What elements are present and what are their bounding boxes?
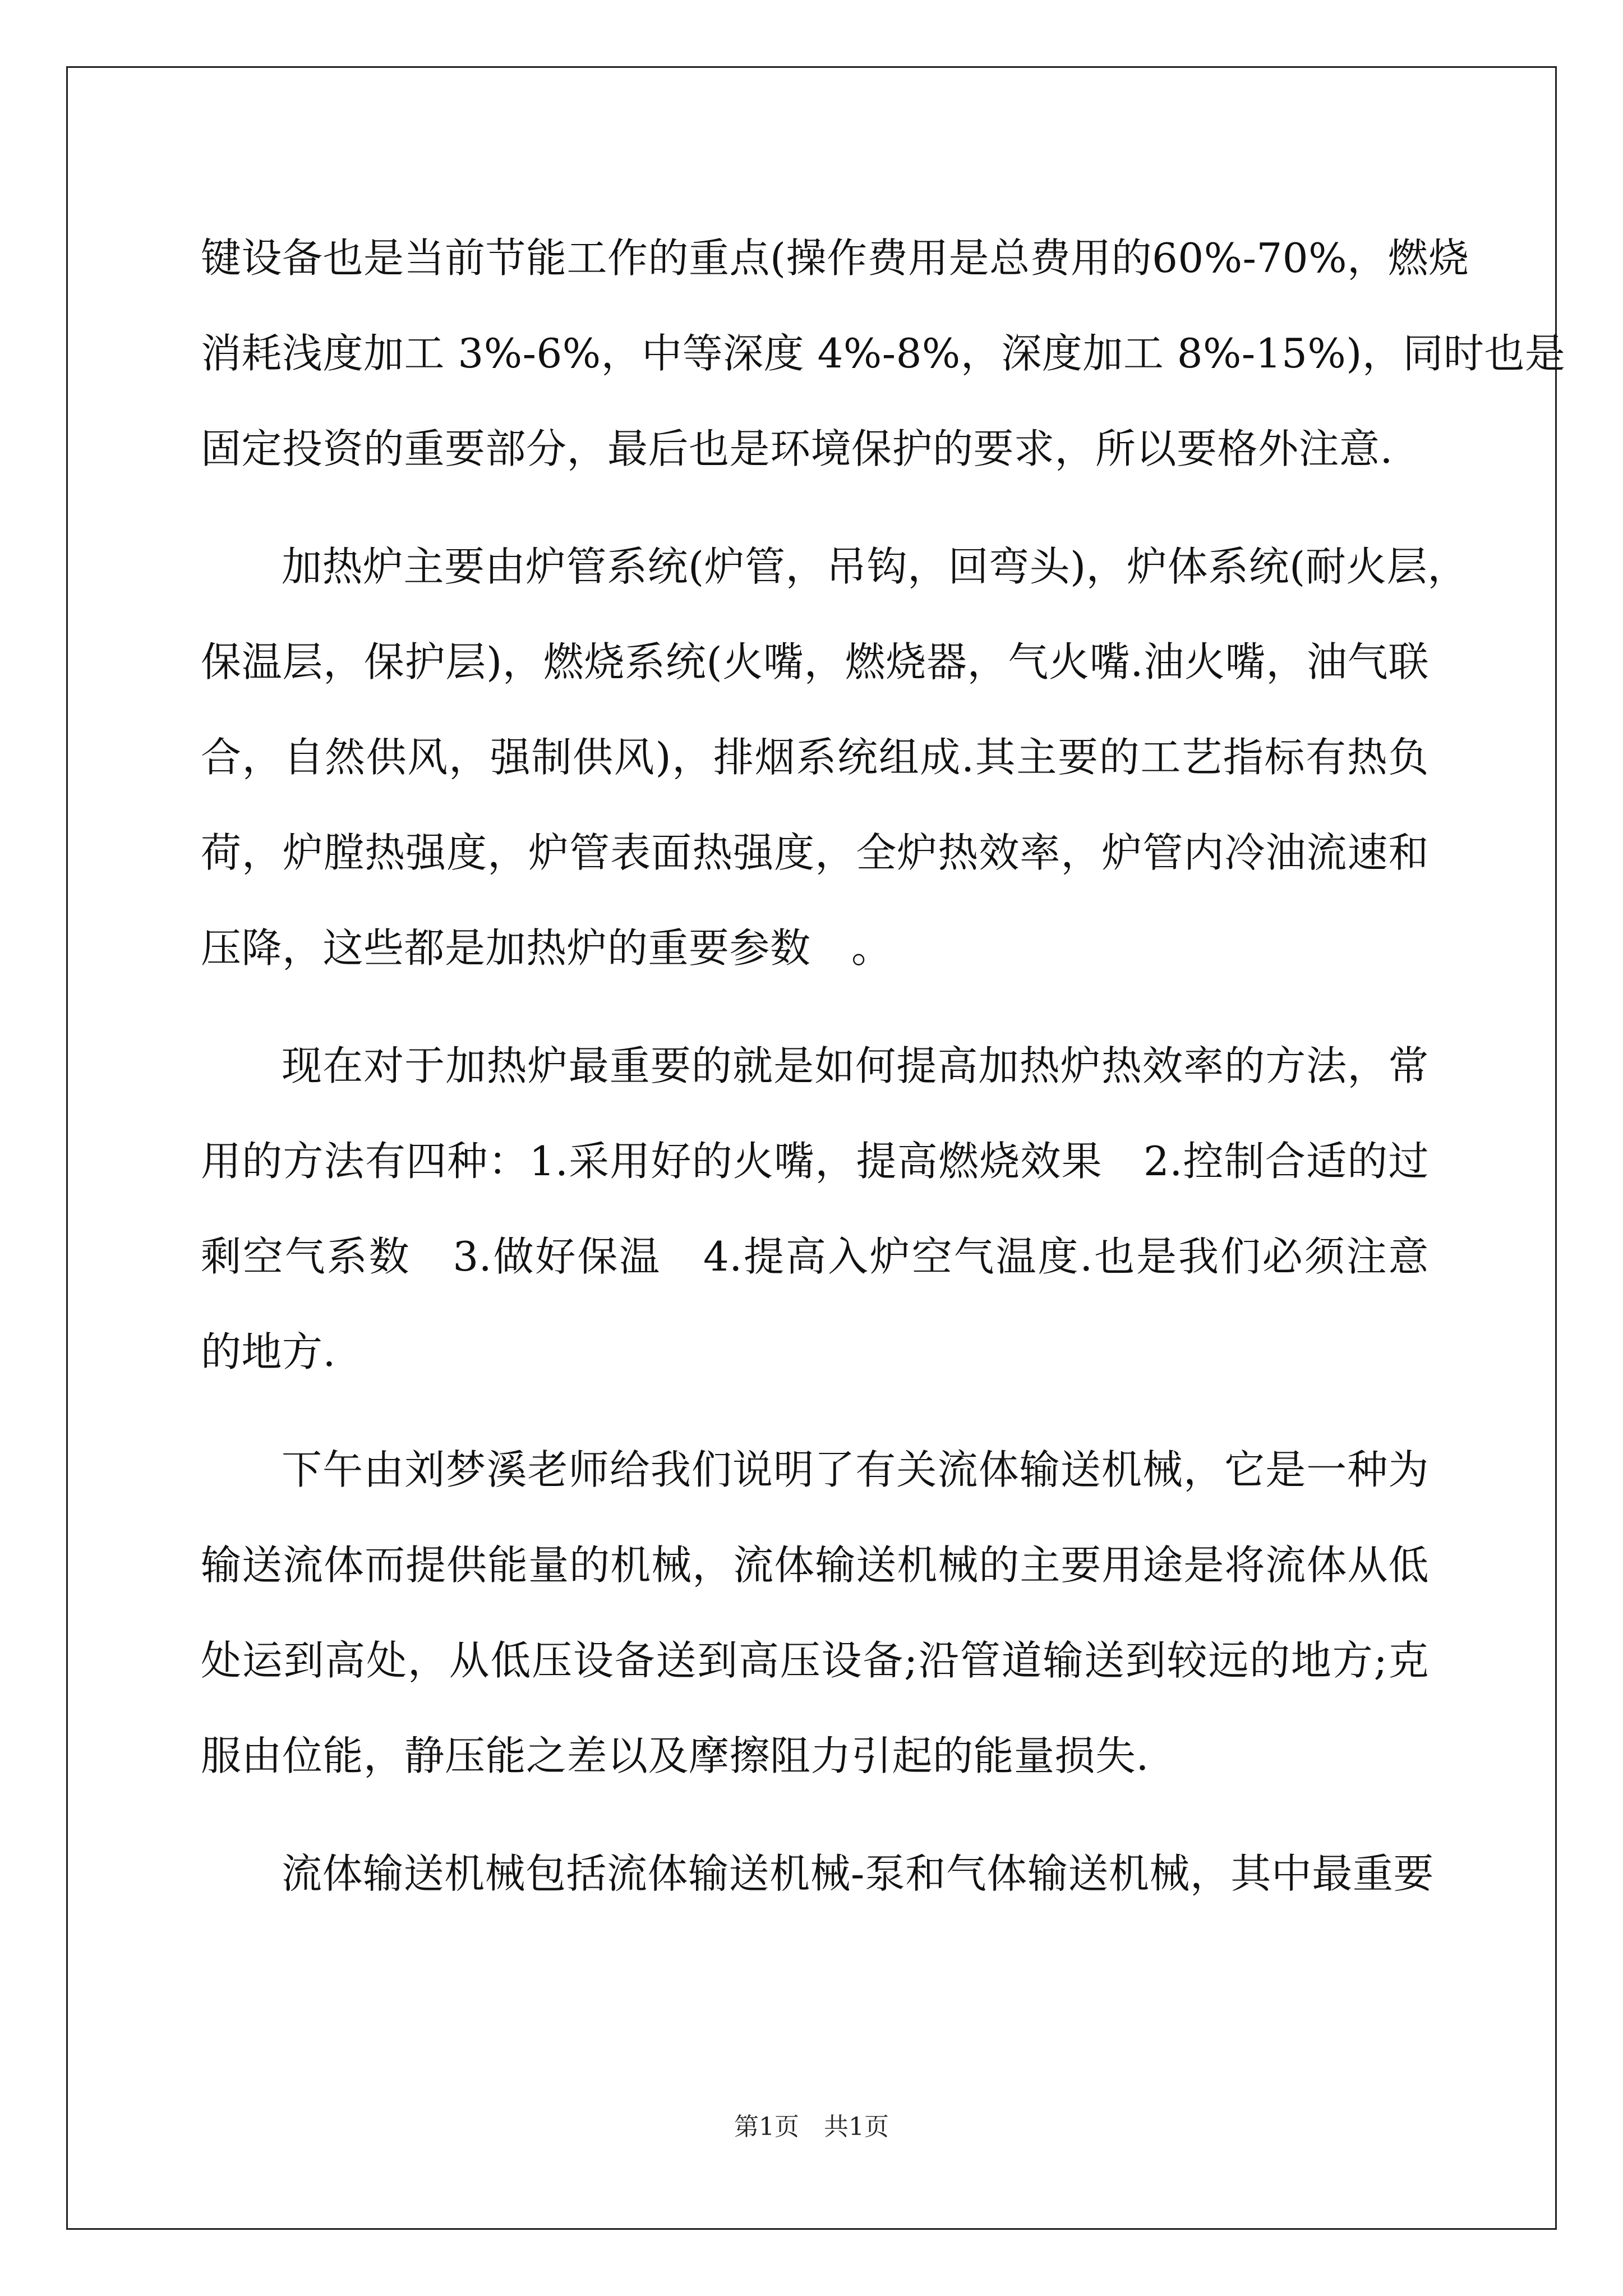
paragraph-5 — [201, 1826, 1434, 1921]
paragraph-line: 加热炉主要由炉管系统(炉管，吊钩，回弯头)，炉体系统(耐火层， — [282, 543, 1468, 590]
document-body — [201, 210, 1566, 1921]
paragraph-line: 流体输送机械包括流体输送机械-泵和气体输送机械，其中最重要 — [282, 1850, 1434, 1897]
paragraph-3 — [201, 1018, 1429, 1400]
paragraph-line: 输送流体而提供能量的机械，流体输送机械的主要用途是将流体从低 — [201, 1542, 1429, 1589]
paragraph-line: 合，自然供风，强制供风)，排烟系统组成.其主要的工艺指标有热负 — [201, 734, 1429, 781]
paragraph-1 — [201, 210, 1566, 496]
paragraph-line: 的地方. — [201, 1328, 336, 1375]
paragraph-line: 消耗浅度加工 3%-6%，中等深度 4%-8%，深度加工 8%-15%)，同时也是 — [201, 330, 1566, 377]
paragraph-2 — [201, 519, 1468, 996]
paragraph-line: 保温层，保护层)，燃烧系统(火嘴，燃烧器，气火嘴.油火嘴，油气联 — [201, 638, 1429, 685]
paragraph-line: 键设备也是当前节能工作的重点(操作费用是总费用的60%-70%，燃烧 — [201, 234, 1469, 282]
page-footer: 第1页 共1页 — [734, 2113, 889, 2141]
paragraph-line: 固定投资的重要部分，最后也是环境保护的要求，所以要格外注意. — [201, 425, 1393, 472]
paragraph-line: 下午由刘梦溪老师给我们说明了有关流体输送机械，它是一种为 — [282, 1446, 1429, 1493]
paragraph-line: 荷，炉膛热强度，炉管表面热强度，全炉热效率，炉管内冷油流速和 — [201, 829, 1429, 876]
paragraph-line: 服由位能，静压能之差以及摩擦阻力引起的能量损失. — [201, 1732, 1149, 1779]
paragraph-line: 压降，这些都是加热炉的重要参数 。 — [201, 924, 892, 972]
paragraph-line: 用的方法有四种：1.采用好的火嘴，提高燃烧效果 2.控制合适的过 — [201, 1138, 1429, 1185]
paragraph-line: 现在对于加热炉最重要的就是如何提高加热炉热效率的方法，常 — [282, 1042, 1429, 1089]
paragraph-4 — [201, 1422, 1429, 1803]
paragraph-line: 处运到高处，从低压设备送到高压设备;沿管道输送到较远的地方;克 — [201, 1637, 1429, 1684]
paragraph-line: 剩空气系数 3.做好保温 4.提高入炉空气温度.也是我们必须注意 — [201, 1233, 1429, 1280]
